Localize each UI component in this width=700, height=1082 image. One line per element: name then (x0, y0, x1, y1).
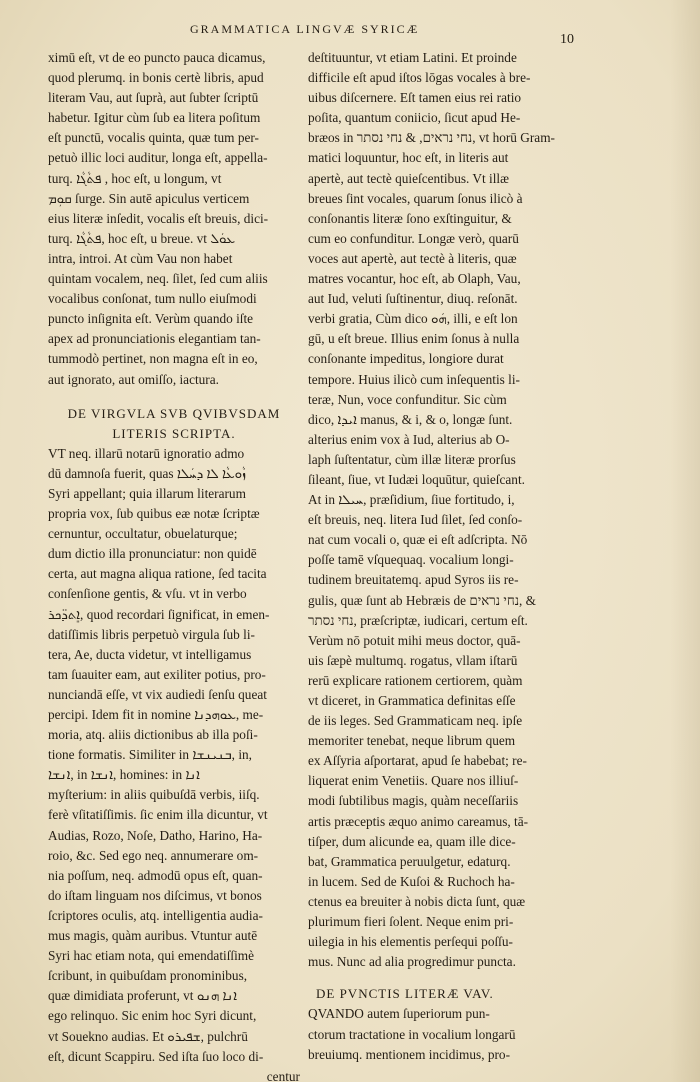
text-line: tera, Ae, ducta videtur, vt intelligamus (48, 646, 252, 662)
text-line: quintam vocalem, neq. ſilet, ſed cum aliis (48, 271, 268, 287)
text-line: matici loquuntur, hoc eſt, in literis aut (308, 150, 509, 166)
text-line: deſtituuntur, vt etiam Latini. Et proinde (308, 50, 517, 65)
text-line: nat cum vocali o, quæ ei eſt adſcripta. Nō (308, 532, 528, 548)
text-line: Verùm nō potuit mihi meus doctor, quā- (308, 632, 521, 648)
text-line: ctenus ea breuiter à nobis dicta ſunt, quæ (308, 893, 526, 909)
page-edge-shadow (670, 0, 700, 1082)
text-line: tummodò pertinet, non magna eſt in eo, (48, 351, 258, 367)
text-line: ego relinquo. Sic enim hoc Syri dicunt, (48, 1008, 257, 1024)
text-line: cernuntur, occultatur, obuelaturque; (48, 526, 238, 542)
right-paragraph-2 (308, 1004, 560, 1064)
text-line: quæ dimidiata proferunt, vt ܐܢܐ ܗܢܘ (48, 988, 237, 1004)
text-line: נחי נסתר, præſcriptæ, iudicari, certum eſt. (308, 612, 528, 628)
text-line: aut Iud, veluti ſuſtinentur, diuq. reſonāt. (308, 291, 518, 307)
text-line: turq. ܦܬܵܓܵܐ, hoc eſt, u breue. vt ܥܘܿܠ (48, 230, 236, 246)
text-line: ſileant, ſiue, vt Iudæi loquūtur, quieſcant. (308, 471, 525, 487)
right-column (308, 48, 560, 1065)
text-line: eſt, dicunt Scappiru. Sed iſta ſuo loco di- (48, 1048, 264, 1064)
text-line: tudinem breuitatemq. apud Syros iis re- (308, 572, 519, 588)
text-line: apex ad pronunciationis elegantiam tan- (48, 331, 261, 347)
running-title: GRAMMATICA LINGVÆ SYRICÆ (190, 22, 420, 36)
text-line: At in ܚܝܠܐ, præſidium, ſiue fortitudo, i, (308, 492, 515, 508)
text-line: VT neq. illarū notarū ignoratio admo (48, 445, 245, 461)
text-line: datiſſimis libris perpetuò virgula ſub li- (48, 626, 255, 642)
text-line: certa, aut magna aliqua ratione, ſed tacita (48, 566, 267, 582)
text-line: artis præceptis æquo animo careamus, tā- (308, 813, 529, 829)
text-line: gulis, quæ ſunt ab Hebræis de נחי נראים, & (308, 592, 537, 608)
text-line: mus. Nunc ad alia progredimur puncta. (308, 954, 516, 970)
text-line: voces aut apertè, aut tectè à literis, quæ (308, 250, 517, 266)
text-line: cum eo confunditur. Longæ verò, quarū (308, 230, 519, 246)
section-heading-virgula: DE VIRGVLA SVB QVIBVSDAM (67, 405, 281, 421)
text-line: poſſe tamē vſquequaq. vocalium longi- (308, 552, 514, 568)
text-line: Audias, Rozo, Noſe, Datho, Harino, Ha- (48, 827, 263, 843)
text-line: nia poſſum, neq. admodū opus eſt, quan- (48, 867, 263, 883)
text-line: alterius enim vox à Iud, alterius ab O- (308, 431, 510, 447)
text-line: uibus diſcernere. Eſt tamen eius rei ratio (308, 90, 522, 106)
text-line: petuò illic loci auditur, longa eſt, appella- (48, 150, 268, 166)
text-line: intra, introi. At cùm Vau non habet (48, 250, 233, 266)
text-line: literam Vau, aut ſuprà, aut ſubter ſcriptū (48, 90, 259, 106)
text-line: ܩܘܼܡ ſurge. Sin autē apiculus verticem (48, 190, 250, 206)
text-line: ferè vſitatiſſimis. ſic enim illa dicuntur, vt (48, 807, 268, 823)
text-line: nunciandā eſſe, vt vix audiedi ſenſu queat (48, 686, 267, 702)
text-line: Syri appellant; quia illarum literarum (48, 485, 246, 501)
text-line: do iſtam linguam nos diſcimus, vt bonos (48, 887, 262, 903)
text-line: moria, atq. aliis dictionibus ab illa poſi- (48, 727, 258, 743)
text-line: teræ, Nun, voce confunditur. Sic cùm (308, 391, 507, 407)
text-line: breuiumq. mentionem incidimus, pro- (308, 1046, 511, 1062)
catchword: centur (266, 1068, 300, 1082)
text-line: propria vox, ſub quibus eæ notæ ſcriptæ (48, 506, 260, 522)
text-line: roio, &c. Sed ego neq. annumerare om- (48, 847, 259, 863)
left-column (48, 48, 300, 1082)
text-line: de iis leges. Sed Grammaticam neq. ipſe (308, 713, 523, 729)
text-line: bat, Grammatica peruulgetur, edaturq. (308, 853, 511, 869)
text-line: myſterium: in aliis quibuſdā verbis, iiſq. (48, 787, 260, 803)
text-line: conſonantis literæ ſono exſtinguitur, & (308, 210, 512, 226)
text-line: vt Souekno audias. Et ܫܦܝܪܘ, pulchrū (48, 1028, 248, 1044)
text-line: dū damnoſa fuerit, quas ܙܵܘܥܵܐ ܠܐ ܕܚܿܠܐ (48, 465, 246, 481)
text-line: bræos in נחי נראים, & נחי נסתר, vt horū Gram- (308, 130, 555, 146)
text-line: liquerat enim Venetiis. Quare nos illiuſ- (308, 773, 519, 789)
text-line: QVANDO autem ſuperiorum pun- (308, 1006, 490, 1022)
section-heading-virgula-cont: LITERIS SCRIPTA. (112, 425, 236, 441)
text-line: ܐܸܬܕ̈ܟܪ, quod recordari ſignificat, in emen- (48, 606, 270, 622)
text-line: vocalibus conſonat, tum nullo eiuſmodi (48, 291, 257, 307)
text-line: ܐܢܫܐ, in ܐܢܫܐ, homines: in ܐܢܐ (48, 767, 200, 783)
text-line: tam ſuauiter eam, aut exiliter potius, pro- (48, 666, 266, 682)
left-paragraph-2 (48, 444, 300, 1067)
text-line: apertè, aut tectè quieſcentibus. Vt illæ (308, 170, 509, 186)
text-line: difficile eſt apud iſtos lōgas vocales à bre- (308, 70, 531, 86)
text-line: dum dictio illa pronunciatur: non quidē (48, 546, 257, 562)
left-paragraph-1 (48, 48, 300, 390)
text-line: matres vocantur, hoc eſt, ab Olaph, Vau, (308, 271, 521, 287)
text-line: Syri hac etiam nota, qui emendatiſſimè (48, 948, 255, 964)
text-line: tempore. Huius ilicò cum inſequentis li- (308, 371, 520, 387)
text-line: memoriter tenebat, neque librum quem (308, 733, 516, 749)
text-line: breues ſint vocales, quarum ſonus ilicò à (308, 190, 523, 206)
page-number: 10 (560, 32, 574, 47)
text-line: ex Aſſyria aſportarat, apud ſe habebat; re- (308, 753, 527, 769)
text-line: turq. ܦܬܵܓܵܐ , hoc eſt, u longum, vt (48, 170, 222, 186)
text-line: conſenſione gentis, & vſu. vt in verbo (48, 586, 247, 602)
text-line: conſonante impeditus, longiore durat (308, 351, 504, 367)
text-line: tione formatis. Similiter in ܒܢܝܢܫܐ, in, (48, 747, 252, 763)
text-line: puncto inſignita eſt. Verùm quando iſte (48, 311, 254, 327)
text-line: in lucem. Sed de Kuſoi & Ruchoch ha- (308, 873, 515, 889)
text-line: ſcriptores oculis, atq. intelligentia audia- (48, 907, 263, 923)
text-line: vt diceret, in Grammatica definitas eſſe (308, 693, 516, 708)
text-line: tiſper, dum alicunde ea, quam ille dice- (308, 833, 516, 849)
text-line: aut ignorato, aut omiſſo, iactura. (48, 371, 219, 387)
text-line: ximū eſt, vt de eo puncto pauca dicamus, (48, 50, 266, 65)
right-paragraph-1 (308, 48, 560, 972)
text-line: ſcribunt, in quibuſdam pronominibus, (48, 968, 248, 984)
section-heading-vau: DE PVNCTIS LITERÆ VAV. (316, 986, 494, 1002)
text-line: uilegia in his elementis perſequi poſſu- (308, 934, 513, 950)
text-line: habetur. Igitur cùm ſub ea litera poſitum (48, 110, 261, 126)
text-line: uis ſæpè multumq. rogatus, vllam iſtarū (308, 652, 518, 668)
text-line: percipi. Idem fit in nomine ܥܘܗܕܢܐ, me- (48, 707, 264, 722)
text-line: modi ſubtilibus magis, quàm neceſſariis (308, 793, 519, 809)
text-line: mus magis, quàm auribus. Vtuntur autē (48, 928, 258, 944)
text-line: poſita, quantum coniicio, ſicut apud He- (308, 110, 521, 126)
text-line: laph ſuſtentatur, cùm illæ literæ prorſus (308, 451, 516, 467)
text-line: gū, u eſt breue. Illius enim ſonus à nulla (308, 331, 520, 347)
text-line: plurimum fieri ſolent. Neque enim pri- (308, 914, 514, 930)
text-line: quod plerumq. in bonis certè libris, apud (48, 70, 264, 86)
text-line: rerū explicare rationem certiorem, quàm (308, 672, 523, 688)
text-line: dico, ܐܝܕܐ manus, & i, & o, longæ ſunt. (308, 411, 513, 427)
text-line: verbi gratia, Cùm dico ܗܿܘ, illi, e eſt lon (308, 311, 518, 327)
text-line: ctorum tractatione in vocalium longarū (308, 1026, 516, 1042)
text-line: eius literæ inſedit, vocalis eſt breuis, dici- (48, 210, 269, 226)
text-line: eſt punctū, vocalis quinta, quæ tum per- (48, 130, 259, 146)
text-line: eſt breuis, neq. litera Iud ſilet, ſed conſo- (308, 512, 523, 528)
